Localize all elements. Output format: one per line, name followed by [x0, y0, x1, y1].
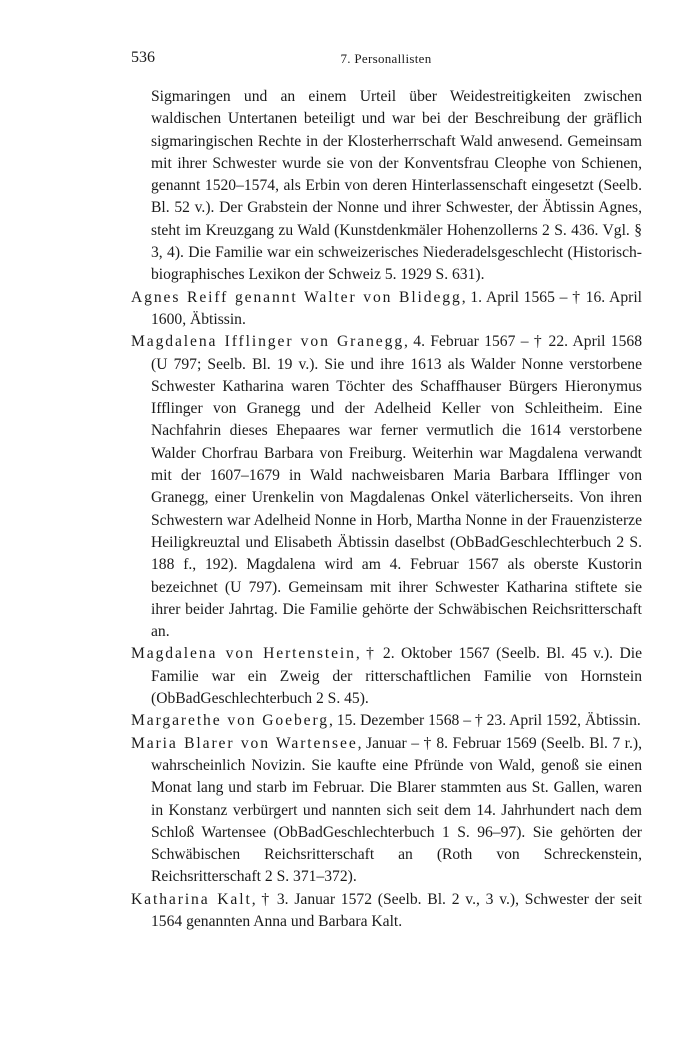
entry-text: , 15. Dezember 1568 – † 23. April 1592, Äbtissin. [328, 712, 641, 730]
entry-text: , † 3. Januar 1572 (Seelb. Bl. 2 v., 3 v.), Schwester der seit 1564 genannten Anna und Barbara Kalt. [151, 890, 642, 930]
entry-text: , † 2. Oktober 1567 (Seelb. Bl. 45 v.). Die Familie war ein Zweig der ritterschaftlichen Familie von Hornstein (ObBadGeschlechterbuch 2 S. 45). [151, 645, 643, 708]
entry-maria-blarer [131, 733, 642, 889]
entry-text: , 4. Februar 1567 – † 22. April 1568 (U 797; Seelb. Bl. 19 v.). Sie und ihre 1613 als Walder Nonne verstorbene Schwester Katharina waren Töchter des Schaffhauser Bürgers Hieronymus Ifflinger von Granegg und der Adelheid Keller von Schleitheim. Eine Nachfahrin dieses Ehepaares war ferner vermutlich die 1614 verstorbene Walder Chorfrau Barbara von Freiburg. Weiterhin war Magdalena verwandt mit der 1607–1679 in Wald nachweisbaren Maria Barbara Ifflinger von Granegg, einer Urenkelin von Magdalenas Onkel väterlicherseits. Von ihren Schwestern war Adelheid Nonne in Horb, Martha Nonne in der Frauenzisterze Heiligkreuztal und Elisabeth Äbtissin daselbst (ObBadGeschlechterbuch 2 S. 188 f., 192). Magdalena wird am 4. Februar 1567 als oberste Kustorin bezeichnet (U 797). Gemeinsam mit ihrer Schwester Katharina stiftete sie ihrer beider Jahrtag. Die Familie gehörte der Schwäbischen Reichsritterschaft an. [151, 333, 642, 641]
entry-magdalena-ifflinger [131, 331, 642, 643]
entry-name: Agnes Reiff genannt Walter von Blidegg [131, 288, 462, 306]
entry-magdalena-hertenstein [131, 643, 642, 710]
entry-continuation [131, 86, 642, 287]
entry-agnes-reiff [131, 287, 642, 332]
entry-katharina-kalt [131, 889, 642, 934]
entry-name: Maria Blarer von Wartensee [131, 734, 358, 752]
entry-name: Magdalena Ifflinger von Granegg [131, 333, 405, 351]
entry-name: Katharina Kalt [131, 890, 252, 908]
entry-name: Margarethe von Goeberg [131, 712, 329, 730]
running-head: 7. Personallisten [340, 51, 432, 66]
entry-name: Magdalena von Hertenstein [131, 645, 356, 663]
entry-text: Sigmaringen und an einem Urteil über Weidestreitigkeiten zwischen waldischen Untertanen beteiligt und war bei der Beschreibung der gräflich sigmaringischen Rechte in der Klosterherrschaft Wald anwesend. Gemeinsam mit ihrer Schwester wurde sie von der Konventsfrau Cleophe von Schienen, genannt 1520–1574, als Erbin von deren Hinterlassenschaft eingesetzt (Seelb. Bl. 52 v.). Der Grabstein der Nonne und ihrer Schwester, der Äbtissin Agnes, steht im Kreuzgang zu Wald (Kunstdenkmäler Hohenzollerns 2 S. 436. Vgl. § 3, 4). Die Familie war ein schweizerisches Niederadelsgeschlecht (Historisch-biographisches Lexikon der Schweiz 5. 1929 S. 631). [151, 88, 642, 284]
entry-margarethe-goeberg [131, 710, 642, 732]
page-header [131, 49, 641, 69]
page-number: 536 [131, 49, 155, 66]
entry-text: , 1. April 1565 – † 16. April 1600, Äbtissin. [151, 288, 642, 328]
page-body [131, 86, 642, 933]
entry-text: , Januar – † 8. Februar 1569 (Seelb. Bl. 7 r.), wahrscheinlich Novizin. Sie kaufte eine Pfründe von Wald, genoß sie einen Monat lang und starb im Februar. Die Blarer stammten aus St. Gallen, waren in Konstanz verbürgert und nannten sich seit dem 14. Jahrhundert nach dem Schloß Wartensee (ObBadGeschlechterbuch 1 S. 96–97). Sie gehörten der Schwäbischen Reichsritterschaft an (Roth von Schreckenstein, Reichsritterschaft 2 S. 371–372). [151, 734, 642, 886]
